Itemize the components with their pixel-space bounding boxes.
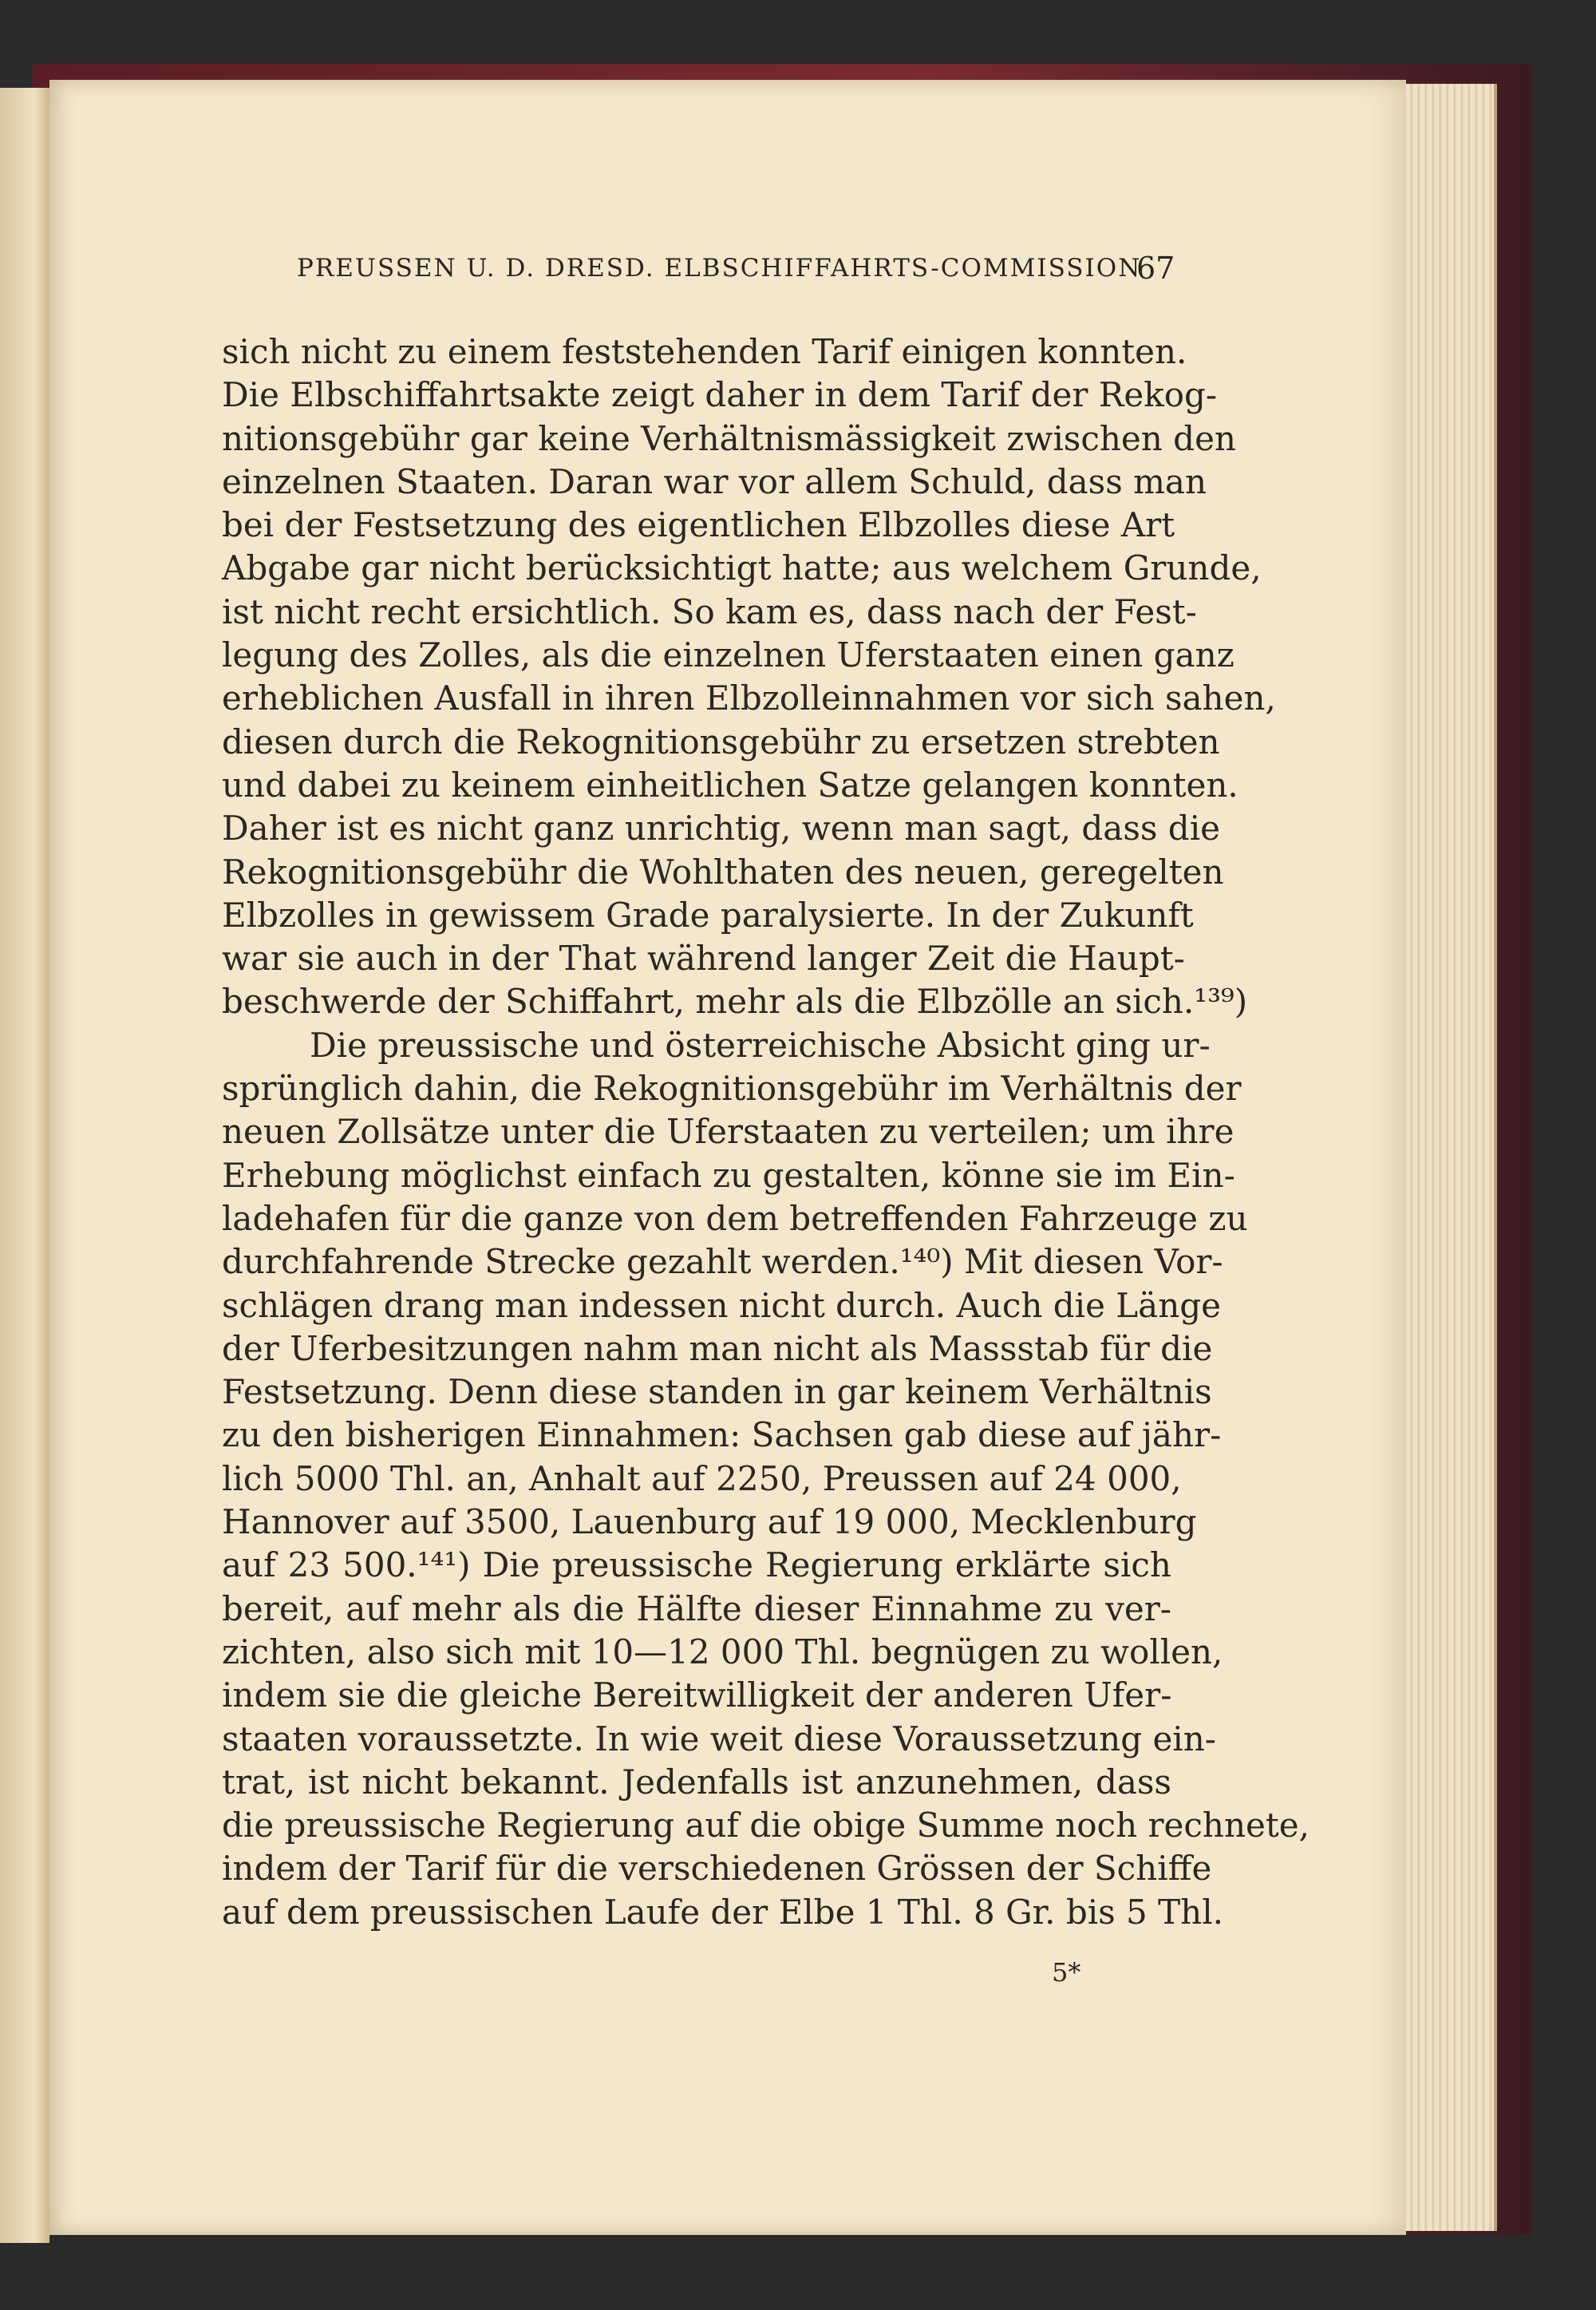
text-line: bereit, auf mehr als die Hälfte dieser Einnahme zu ver-: [222, 1588, 1171, 1628]
left-page-edge: [0, 88, 49, 2243]
text-line: erheblichen Ausfall in ihren Elbzolleinnahmen vor sich sahen,: [222, 678, 1276, 718]
page-number: 67: [1136, 251, 1175, 286]
page-block-edges: [1406, 84, 1497, 2231]
text-line: Hannover auf 3500, Lauenburg auf 19 000, Mecklenburg: [222, 1502, 1197, 1542]
text-line: nitionsgebühr gar keine Verhältnismässigkeit zwischen den: [222, 418, 1236, 458]
text-line: sich nicht zu einem feststehenden Tarif einigen konnten.: [222, 332, 1187, 371]
text-line: indem sie die gleiche Bereitwilligkeit der anderen Ufer-: [222, 1675, 1172, 1715]
text-line: neuen Zollsätze unter die Uferstaaten zu verteilen; um ihre: [222, 1112, 1235, 1152]
text-line: Abgabe gar nicht berücksichtigt hatte; aus welchem Grunde,: [222, 548, 1262, 588]
text-line: zu den bisherigen Einnahmen: Sachsen gab diese auf jähr-: [222, 1415, 1222, 1455]
text-line: durchfahrende Strecke gezahlt werden.¹⁴⁰) Mit diesen Vor-: [222, 1242, 1223, 1282]
text-line: diesen durch die Rekognitionsgebühr zu ersetzen strebten: [222, 722, 1220, 761]
running-head: PREUSSEN U. D. DRESD. ELBSCHIFFAHRTS-COMMISSION: [297, 254, 1142, 283]
text-line: war sie auch in der That während langer Zeit die Haupt-: [222, 939, 1185, 979]
text-line: bei der Festsetzung des eigentlichen Elbzolles diese Art: [222, 505, 1175, 545]
text-line: Rekognitionsgebühr die Wohlthaten des neuen, geregelten: [222, 852, 1224, 892]
text-line: beschwerde der Schiffahrt, mehr als die Elbzölle an sich.¹³⁹): [222, 982, 1248, 1022]
text-line: auf 23 500.¹⁴¹) Die preussische Regierung erklärte sich: [222, 1545, 1171, 1585]
text-line: die preussische Regierung auf die obige Summe noch rechnete,: [222, 1806, 1310, 1845]
signature-mark: 5*: [1052, 1957, 1081, 1988]
text-line: Die Elbschiffahrtsakte zeigt daher in dem Tarif der Rekog-: [222, 375, 1218, 415]
text-line: Daher ist es nicht ganz unrichtig, wenn man sagt, dass die: [222, 809, 1220, 848]
text-line: und dabei zu keinem einheitlichen Satze gelangen konnten.: [222, 765, 1238, 805]
text-line: indem der Tarif für die verschiedenen Grössen der Schiffe: [222, 1849, 1212, 1889]
text-line: trat, ist nicht bekannt. Jedenfalls ist anzunehmen, dass: [222, 1762, 1171, 1802]
text-line: Erhebung möglichst einfach zu gestalten, könne sie im Ein-: [222, 1155, 1235, 1195]
text-line: schlägen drang man indessen nicht durch. Auch die Länge: [222, 1285, 1222, 1325]
text-line: staaten voraussetzte. In wie weit diese Voraussetzung ein-: [222, 1719, 1216, 1758]
text-line: ladehafen für die ganze von dem betreffenden Fahrzeuge zu: [222, 1198, 1248, 1238]
text-line: der Uferbesitzungen nahm man nicht als Massstab für die: [222, 1328, 1213, 1368]
text-line: auf dem preussischen Laufe der Elbe 1 Thl. 8 Gr. bis 5 Thl.: [222, 1892, 1223, 1932]
text-line: ist nicht recht ersichtlich. So kam es, dass nach der Fest-: [222, 591, 1197, 631]
text-line: Elbzolles in gewissem Grade paralysierte. In der Zukunft: [222, 895, 1194, 935]
text-line: sprünglich dahin, die Rekognitionsgebühr im Verhältnis der: [222, 1069, 1242, 1109]
text-line: Festsetzung. Denn diese standen in gar keinem Verhältnis: [222, 1372, 1212, 1412]
text-line: einzelnen Staaten. Daran war vor allem Schuld, dass man: [222, 461, 1207, 501]
text-line: lich 5000 Thl. an, Anhalt auf 2250, Preussen auf 24 000,: [222, 1458, 1182, 1498]
text-line-paragraph-start: Die preussische und österreichische Absicht ging ur-: [310, 1025, 1211, 1065]
body-text: [222, 330, 1310, 1934]
text-line: zichten, also sich mit 10—12 000 Thl. begnügen zu wollen,: [222, 1632, 1223, 1671]
text-line: legung des Zolles, als die einzelnen Uferstaaten einen ganz: [222, 635, 1235, 675]
